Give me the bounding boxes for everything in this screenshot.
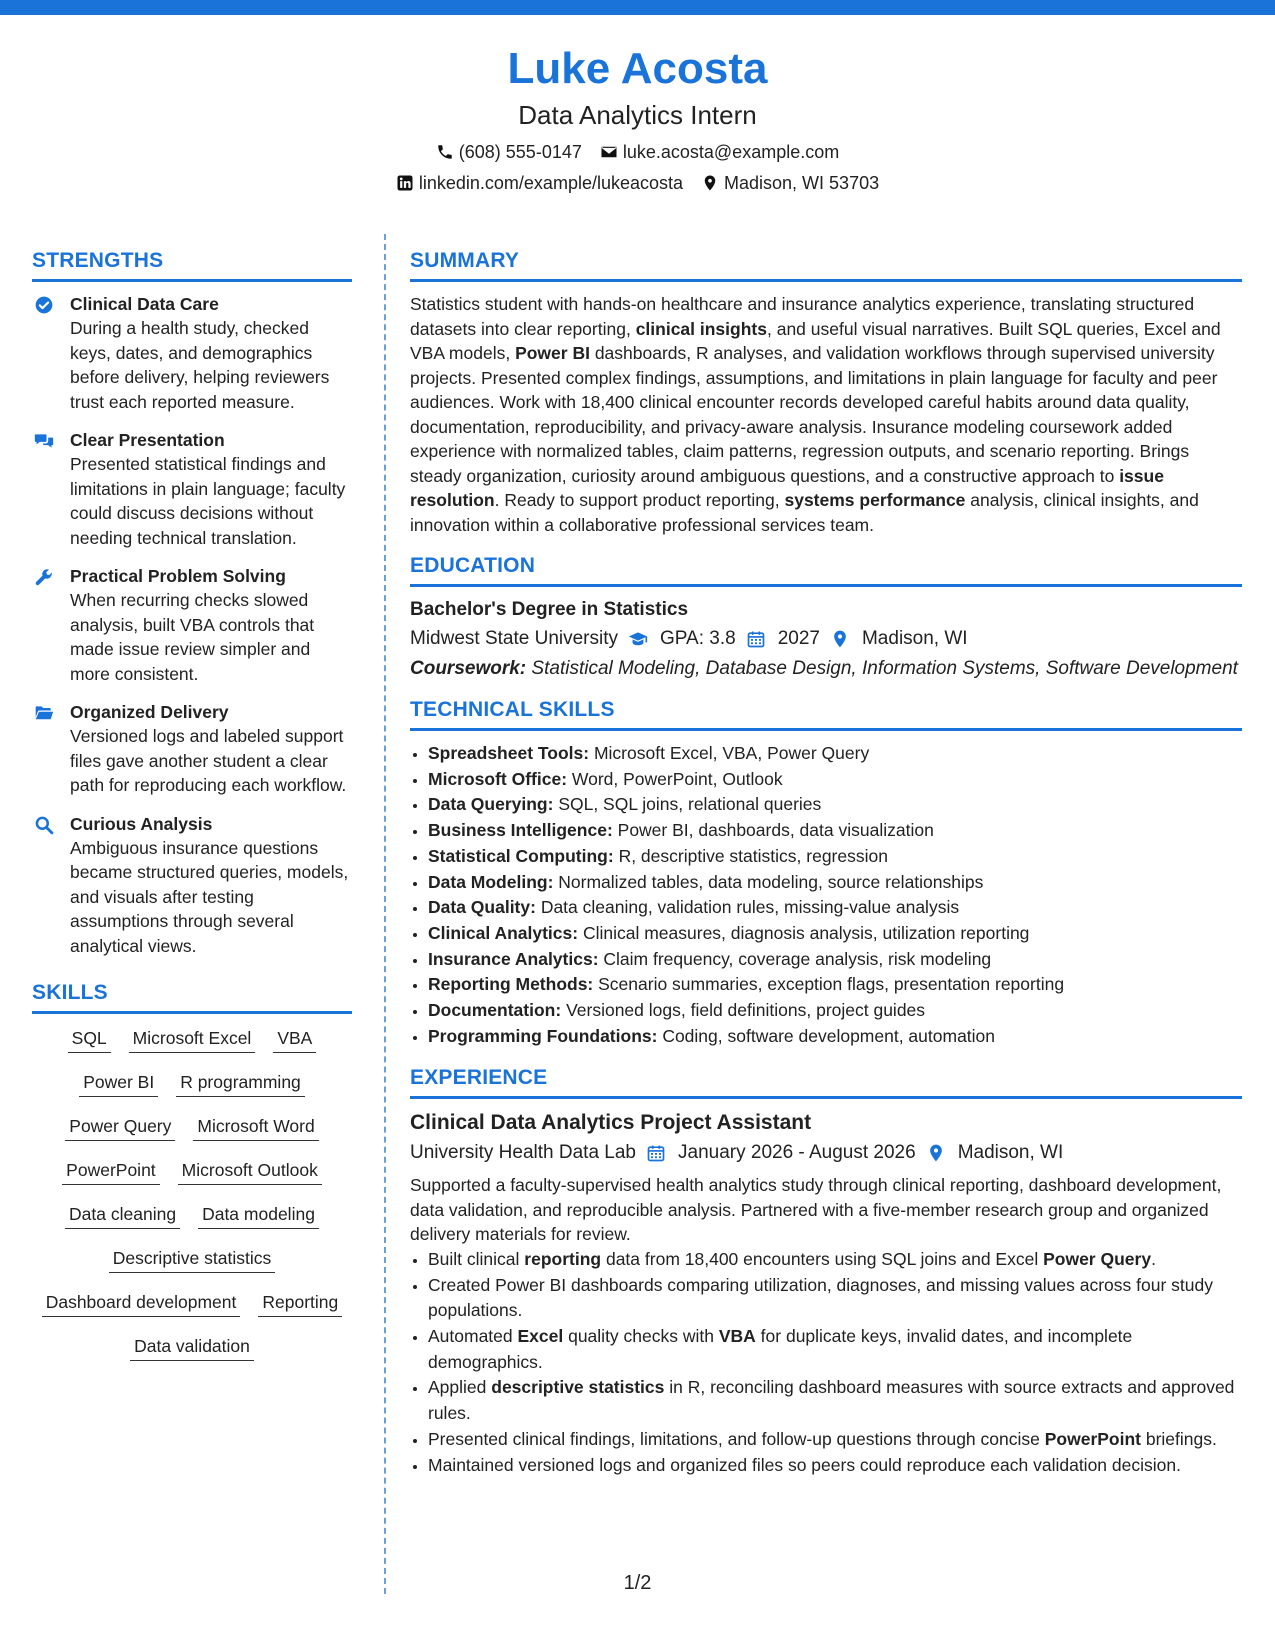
- gpa: [660, 625, 766, 653]
- skill-row: [32, 1288, 352, 1317]
- skill-tag: Data validation: [130, 1332, 254, 1361]
- job-bullet: [428, 1453, 1242, 1479]
- map-pin-icon: [926, 1143, 946, 1163]
- technical-skill-item: [428, 947, 1242, 973]
- text-run: , and useful visual narratives. Built SQL queries, Excel and VBA models,: [410, 318, 1221, 363]
- skills-heading: SKILLS: [32, 980, 352, 1014]
- coursework: [410, 657, 1242, 681]
- strength-item: [32, 812, 352, 959]
- skill-values: Coding, software development, automation: [657, 1025, 996, 1046]
- job-bullets: [410, 1247, 1242, 1478]
- summary-paragraph: [410, 292, 1242, 537]
- skill-values: R, descriptive statistics, regression: [613, 845, 888, 866]
- skill-values: Claim frequency, coverage analysis, risk modeling: [598, 948, 992, 969]
- skill-tag: SQL: [68, 1024, 111, 1053]
- technical-skills-list: [410, 741, 1242, 1049]
- bold-keyword: Power Query: [1043, 1248, 1152, 1269]
- text-run: Presented clinical findings, limitations, and follow-up questions through concise: [428, 1428, 1045, 1449]
- graduation-cap-icon: [628, 629, 648, 649]
- technical-skill-item: [428, 998, 1242, 1024]
- job-bullet: [428, 1273, 1242, 1324]
- job-dates-text: January 2026 - August 2026: [678, 1142, 916, 1164]
- school-name: [410, 625, 648, 653]
- location-text: Madison, WI 53703: [724, 173, 880, 193]
- contact-linkedin[interactable]: [396, 171, 683, 195]
- skill-values: Power BI, dashboards, data visualization: [612, 820, 934, 841]
- strength-title: Curious Analysis: [70, 813, 213, 834]
- skill-row: [32, 1244, 352, 1273]
- contact-email[interactable]: [600, 140, 839, 164]
- envelope-icon: [600, 143, 618, 161]
- linkedin-icon: [396, 174, 414, 192]
- bold-keyword: systems performance: [784, 490, 966, 510]
- skill-tag: VBA: [273, 1024, 316, 1053]
- resume-header: [0, 42, 1275, 195]
- text-run: .: [1151, 1248, 1156, 1269]
- skill-category: Business Intelligence:: [428, 820, 613, 841]
- strength-description: During a health study, checked keys, dates, and demographics before delivery, helping reviewers trust each reported measure.: [70, 318, 330, 412]
- skill-category: Spreadsheet Tools:: [428, 743, 590, 763]
- skill-category: Data Quality:: [428, 897, 536, 918]
- skill-tag: Power Query: [65, 1112, 175, 1141]
- coursework-list: Statistical Modeling, Database Design, Information Systems, Software Development: [526, 658, 1238, 679]
- skill-category: Data Querying:: [428, 794, 554, 815]
- text-run: Statistics student with hands-on healthcare and insurance analytics experience, translating structured datasets into clear reporting,: [410, 294, 1195, 339]
- text-run: Created Power BI dashboards comparing utilization, diagnoses, and missing values across four study populations.: [428, 1274, 1213, 1321]
- skill-tag: Dashboard development: [42, 1288, 241, 1317]
- skill-tag: Data modeling: [198, 1200, 319, 1229]
- skill-tag: PowerPoint: [62, 1156, 160, 1185]
- education-location-text: Madison, WI: [861, 628, 968, 649]
- folder-open-icon: [34, 703, 54, 723]
- bold-keyword: issue resolution: [410, 465, 1164, 510]
- skill-category: Reporting Methods:: [428, 974, 594, 995]
- job-bullet: [428, 1427, 1242, 1453]
- summary-heading: SUMMARY: [410, 248, 1242, 282]
- technical-skill-item: [428, 741, 1242, 767]
- skill-tag: Microsoft Excel: [129, 1024, 256, 1053]
- check-circle-icon: [34, 295, 54, 315]
- skill-values: Word, PowerPoint, Outlook: [567, 768, 783, 789]
- page-number: 1/2: [623, 1572, 652, 1594]
- skill-values: SQL, SQL joins, relational queries: [553, 794, 822, 815]
- calendar-icon: [646, 1143, 666, 1163]
- school-name-text: Midwest State University: [410, 628, 619, 649]
- chat-bubbles-icon: [34, 431, 54, 451]
- skill-tag: Power BI: [79, 1068, 158, 1097]
- skill-tag: Descriptive statistics: [109, 1244, 276, 1273]
- skill-values: Versioned logs, field definitions, project guides: [561, 1000, 926, 1021]
- contact-location: [701, 171, 879, 195]
- strength-title: Organized Delivery: [70, 702, 229, 722]
- text-run: Maintained versioned logs and organized files so peers could reproduce each validation decision.: [428, 1454, 1181, 1475]
- contact-row-1: [0, 140, 1275, 164]
- strength-title: Clinical Data Care: [70, 294, 219, 314]
- text-run: . Ready to support product reporting,: [494, 490, 785, 510]
- bold-keyword: descriptive statistics: [491, 1377, 665, 1398]
- strengths-heading: STRENGTHS: [32, 248, 352, 282]
- text-run: in R, reconciling dashboard measures with source extracts and approved rules.: [428, 1377, 1235, 1424]
- skills-tag-list: [32, 1024, 352, 1361]
- text-run: Automated: [428, 1326, 518, 1347]
- skill-category: Data Modeling:: [428, 871, 554, 892]
- job-dates: [678, 1139, 946, 1167]
- calendar-icon: [746, 629, 766, 649]
- bold-keyword: PowerPoint: [1044, 1428, 1141, 1449]
- text-run: quality checks with: [563, 1326, 719, 1347]
- technical-skill-item: [428, 818, 1242, 844]
- left-column: [32, 248, 352, 1376]
- strength-title: Practical Problem Solving: [70, 566, 286, 586]
- text-run: data from 18,400 encounters using SQL joins and Excel: [601, 1248, 1044, 1269]
- skill-tag: Microsoft Outlook: [178, 1156, 322, 1185]
- technical-skills-heading: TECHNICAL SKILLS: [410, 697, 1242, 731]
- linkedin-text: linkedin.com/example/lukeacosta: [418, 173, 684, 193]
- skill-category: Documentation:: [428, 1000, 562, 1021]
- graduation-year: [778, 625, 850, 653]
- skill-category: Statistical Computing:: [428, 845, 614, 866]
- job-title: Clinical Data Analytics Project Assistant: [410, 1111, 812, 1135]
- bold-keyword: reporting: [524, 1248, 602, 1269]
- technical-skill-item: [428, 844, 1242, 870]
- search-icon: [34, 815, 54, 835]
- contact-phone[interactable]: [436, 140, 582, 164]
- skill-values: Normalized tables, data modeling, source relationships: [553, 871, 984, 892]
- text-run: for duplicate keys, invalid dates, and incomplete demographics.: [428, 1326, 1133, 1372]
- graduation-year-text: 2027: [777, 628, 820, 649]
- skill-row: [32, 1024, 352, 1053]
- text-run: analysis, clinical insights, and innovation within a collaborative professional services team.: [410, 490, 1199, 535]
- skill-values: Microsoft Excel, VBA, Power Query: [589, 743, 870, 763]
- strength-description: Versioned logs and labeled support files gave another student a clear path for reproducing each workflow.: [70, 726, 347, 795]
- strength-item: [32, 700, 352, 798]
- skill-category: Clinical Analytics:: [428, 922, 579, 943]
- skill-tag: Microsoft Word: [193, 1112, 318, 1141]
- technical-skill-item: [428, 1024, 1242, 1050]
- skill-values: Data cleaning, validation rules, missing-value analysis: [535, 897, 960, 918]
- job-meta: [410, 1139, 1242, 1167]
- bold-keyword: Power BI: [515, 343, 590, 363]
- degree-title: Bachelor's Degree in Statistics: [410, 599, 689, 620]
- skill-values: Clinical measures, diagnosis analysis, utilization reporting: [578, 922, 1030, 943]
- technical-skill-item: [428, 972, 1242, 998]
- employer-text: University Health Data Lab: [410, 1142, 636, 1164]
- technical-skill-item: [428, 895, 1242, 921]
- technical-skill-item: [428, 921, 1242, 947]
- job-location: [958, 1139, 1064, 1167]
- job-bullet: [428, 1247, 1242, 1273]
- right-column: [410, 248, 1242, 1478]
- skill-row: [32, 1068, 352, 1097]
- contact-row-2: [0, 171, 1275, 195]
- coursework-label: Coursework:: [410, 658, 527, 679]
- skill-category: Microsoft Office:: [428, 768, 568, 789]
- bold-keyword: VBA: [718, 1326, 756, 1347]
- skill-row: [32, 1332, 352, 1361]
- experience-heading: EXPERIENCE: [410, 1065, 1242, 1099]
- phone-icon: [436, 143, 454, 161]
- email-text: luke.acosta@example.com: [622, 142, 840, 162]
- strength-title: Clear Presentation: [70, 430, 225, 450]
- text-run: Built clinical: [428, 1248, 525, 1269]
- skill-row: [32, 1112, 352, 1141]
- skill-row: [32, 1156, 352, 1185]
- job-location-text: Madison, WI: [957, 1142, 1064, 1164]
- wrench-icon: [34, 567, 54, 587]
- skill-values: Scenario summaries, exception flags, presentation reporting: [593, 974, 1065, 995]
- skill-tag: R programming: [176, 1068, 305, 1097]
- text-run: dashboards, R analyses, and validation workflows through supervised university projects. Presented complex findings, assumptions, and limitations in plain language for faculty and peer audiences. Work with 18,400 clinical encounter records developed careful habits around data quality, documentation, reproducibility, and privacy-aware analysis. Insurance modeling coursework added experience with normalized tables, claim patterns, regression outputs, and scenario reporting. Brings steady organization, curiosity around ambiguous questions, and a constructive approach to: [410, 343, 1218, 486]
- text-run: Applied: [428, 1377, 492, 1398]
- technical-skill-item: [428, 870, 1242, 896]
- skill-tag: Data cleaning: [65, 1200, 180, 1229]
- top-accent-bar: [0, 0, 1275, 15]
- column-divider: [384, 234, 386, 1594]
- skill-category: Programming Foundations:: [428, 1025, 658, 1046]
- job-summary: Supported a faculty-supervised health analytics study through clinical reporting, dashboard development, data validation, and reproducible analysis. Partnered with a five-member research group and organized delivery materials for review.: [410, 1175, 1222, 1245]
- map-pin-icon: [701, 174, 719, 192]
- skill-category: Insurance Analytics:: [428, 948, 599, 969]
- job-bullet: [428, 1375, 1242, 1426]
- skill-tag: Reporting: [258, 1288, 342, 1317]
- technical-skill-item: [428, 767, 1242, 793]
- education-location: [862, 625, 968, 653]
- strength-description: Presented statistical findings and limitations in plain language; faculty could discuss decisions without needing technical translation.: [70, 454, 346, 548]
- bold-keyword: Excel: [517, 1326, 564, 1347]
- map-pin-icon: [830, 629, 850, 649]
- gpa-text: GPA: 3.8: [660, 628, 736, 649]
- education-meta: [410, 625, 1242, 653]
- strength-item: [32, 564, 352, 686]
- employer: [410, 1139, 666, 1167]
- candidate-title: Data Analytics Intern: [518, 100, 757, 130]
- technical-skill-item: [428, 792, 1242, 818]
- education-heading: EDUCATION: [410, 553, 1242, 587]
- text-run: briefings.: [1141, 1428, 1217, 1449]
- job-bullet: [428, 1324, 1242, 1375]
- strength-item: [32, 428, 352, 550]
- bold-keyword: clinical insights: [635, 318, 767, 339]
- strength-description: Ambiguous insurance questions became structured queries, models, and visuals after testing assumptions through several analytical views.: [70, 837, 349, 956]
- skill-row: [32, 1200, 352, 1229]
- phone-text: (608) 555-0147: [458, 142, 582, 162]
- candidate-name: Luke Acosta: [507, 44, 768, 93]
- strength-item: [32, 292, 352, 414]
- strength-description: When recurring checks slowed analysis, built VBA controls that made issue review simpler and more consistent.: [70, 590, 315, 684]
